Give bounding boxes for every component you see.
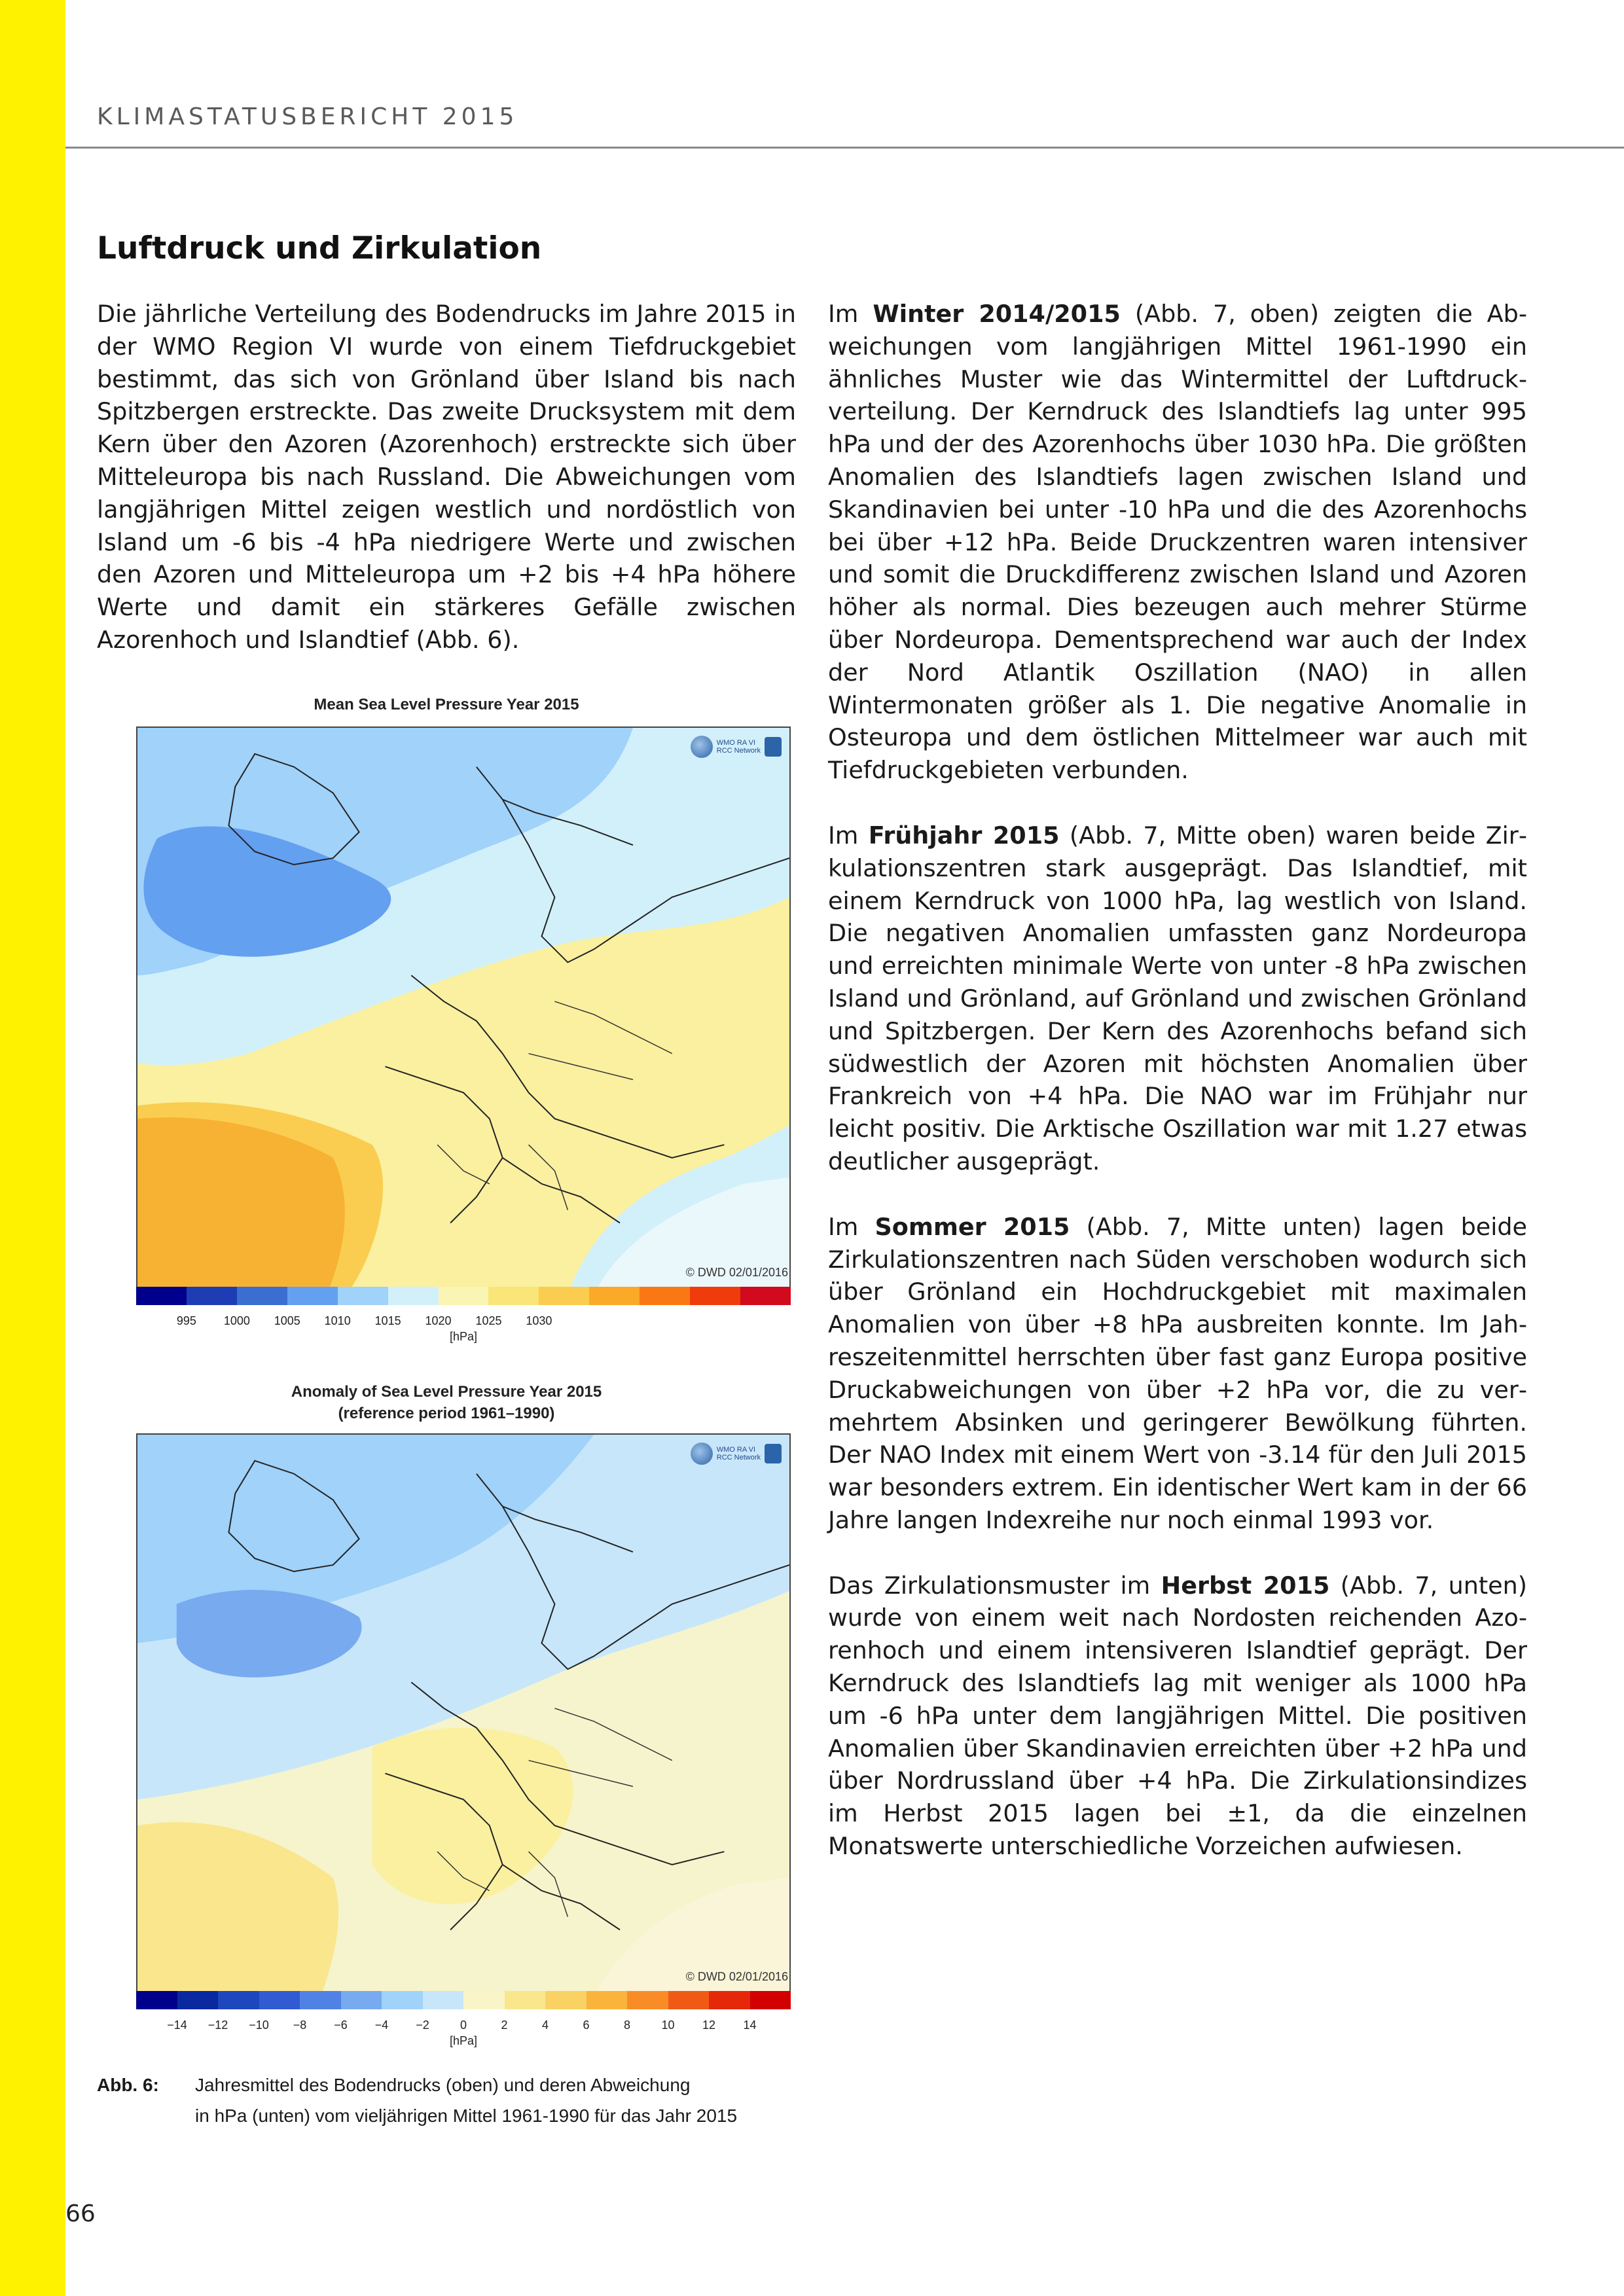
anomaly-colorbar-tick: −4 [374, 2018, 389, 2032]
anomaly-map [136, 1433, 791, 2000]
anomaly-colorbar-tick: −6 [334, 2018, 348, 2032]
anomaly-colorbar-segment [668, 1991, 710, 2009]
mslp-colorbar [136, 1287, 791, 1305]
anomaly-colorbar-segment [136, 1991, 177, 2009]
logo-mark-icon [765, 1444, 782, 1463]
mslp-unit: [hPa] [449, 1330, 478, 1343]
anomaly-colorbar-tick: 0 [460, 2018, 467, 2032]
mslp-colorbar-tick: 995 [176, 1314, 196, 1327]
logo-text-main: WMO RA VI [716, 1446, 756, 1454]
wmo-logo [691, 736, 782, 758]
mslp-colorbar-segment [237, 1287, 287, 1305]
figure-anomaly-title-1: Anomaly of Sea Level Pressure Year 2015 [291, 1383, 602, 1401]
paragraph-autumn: Das Zirkulationsmuster im Herbst 2015 (Abb. 7, unten) wurde von einem weit nach Nordosten reichenden Azorenhoch und einem intensiveren Islandtief geprägt. Der Kerndruck des Islandtiefs lag mit weniger als 1000 hPa um -6 hPa unter dem langjährigen Mittel. Die positiven Anomalien über Skandinavien erreichten über +2 hPa und über Nordrussland über +4 hPa. Die Zirkulationsindizes im Herbst 2015 lagen bei ±1, da die einzelnen Monatswerte unterschiedliche Vorzeichen aufwiesen. [828, 1571, 1527, 1861]
header-rule [65, 147, 1624, 149]
logo-text-main: WMO RA VI [716, 739, 756, 747]
figure-anomaly [97, 1381, 796, 2049]
paragraph-winter: Im Winter 2014/2015 (Abb. 7, oben) zeigten die Abweichungen vom langjährigen Mittel 1961-1990 ein ähnliches Muster wie das Wintermittel der Luftdruckverteilung. Der Kerndruck des Islandtiefs lag unter 995 hPa und der des Azorenhochs über 1030 hPa. Die größten Anomalien des Islandtiefs lagen zwischen Island und Skandinavien bei unter -10 hPa und die des Azorenhochs bei über +12 hPa. Beide Druckzentren waren intensiver und somit die Druckdifferenz zwischen Island und Azoren höher als normal. Dies bezeugen auch mehrer Stürme über Nordeuropa. Dementsprechend war auch der Index der Nord Atlantik Oszillation (NAO) in allen Wintermonaten größer als 1. Die negative Anomalie in Osteuropa und dem östlichen Mittelmeer war auch mit Tiefdruckgebieten verbunden. [828, 300, 1527, 785]
anomaly-colorbar-tick: −2 [416, 2018, 429, 2032]
anomaly-colorbar-segment [586, 1991, 628, 2009]
side-color-band [0, 0, 65, 2296]
wmo-logo-anomaly [691, 1443, 782, 1465]
mslp-colorbar-segment [640, 1287, 690, 1305]
mslp-colorbar-segment [187, 1287, 237, 1305]
anomaly-colorbar-segment [545, 1991, 586, 2009]
anomaly-colorbar-tick: 2 [501, 2018, 508, 2032]
paragraph-spring: Im Frühjahr 2015 (Abb. 7, Mitte oben) waren beide Zirkulationszentren stark ausgeprägt. Das Islandtief, mit einem Kerndruck von 1000 hPa, lag westlich von Island. Die negativen Anomalien umfassten ganz Nordeuropa und erreichten minimale Werte von unter -8 hPa zwischen Island und Grönland, auf Grönland und zwischen Grönland und Spitzbergen. Der Kern des Azorenhochs befand sich südwestlich der Azoren mit höchsten Anomalien über Frankreich von +4 hPa. Die NAO war im Frühjahr nur leicht positiv. Die Arktische Oszillation war mit 1.27 etwas deutlicher ausgeprägt. [828, 821, 1527, 1175]
anomaly-colorbar-segment [259, 1991, 300, 2009]
figure-mslp-title: Mean Sea Level Pressure Year 2015 [314, 696, 579, 713]
mslp-colorbar-tick: 1020 [425, 1314, 452, 1327]
anomaly-colorbar-tick: 14 [743, 2018, 757, 2032]
anomaly-colorbar-tick: 12 [702, 2018, 716, 2032]
anomaly-colorbar [136, 1991, 791, 2009]
mslp-colorbar-segment [136, 1287, 187, 1305]
anomaly-colorbar-tick: 8 [623, 2018, 631, 2032]
anomaly-copyright: © DWD 02/01/2016 [685, 1970, 788, 1983]
globe-icon [691, 1443, 713, 1465]
mslp-colorbar-tick: 1025 [475, 1314, 502, 1327]
logo-text-sub: RCC Network [716, 747, 761, 755]
anomaly-colorbar-segment [709, 1991, 750, 2009]
figure-mslp [97, 694, 796, 1342]
globe-icon [691, 736, 713, 758]
left-column [97, 298, 796, 689]
anomaly-colorbar-tick: −10 [249, 2018, 269, 2032]
anomaly-map-image [137, 1435, 789, 1999]
mslp-colorbar-tick: 1000 [223, 1314, 250, 1327]
anomaly-colorbar-tick: 6 [583, 2018, 590, 2032]
anomaly-colorbar-segment [750, 1991, 791, 2009]
intro-paragraph: Die jährliche Verteilung des Bodendrucks im Jahre 2015 in der WMO Region VI wurde von einem Tiefdruckgebiet bestimmt, das sich von Grönland über Island bis nach Spitzbergen erstreckte. Das zweite Drucksystem mit dem Kern über den Azoren (Azorenhoch) erstreckte sich über Mitteleuropa bis nach Russland. Die Abweichungen vom langjährigen Mittel zeigen westlich und nordöstlich von Island um -6 bis -4 hPa niedrigere Werte und zwischen den Azoren und Mitteleuropa um +2 bis +4 hPa höhere Werte und damit ein stärkeres Gefälle zwischen Azorenhoch und Islandtief (Abb. 6). [97, 300, 796, 654]
section-title: Luftdruck und Zirkulation [97, 230, 542, 266]
mslp-colorbar-tick: 1010 [324, 1314, 351, 1327]
mslp-colorbar-segment [488, 1287, 539, 1305]
anomaly-colorbar-segment [505, 1991, 546, 2009]
mslp-colorbar-segment [388, 1287, 439, 1305]
mslp-colorbar-tick: 1030 [526, 1314, 552, 1327]
anomaly-colorbar-tick: −8 [293, 2018, 307, 2032]
anomaly-colorbar-segment [341, 1991, 382, 2009]
mslp-map-image [137, 728, 789, 1295]
anomaly-colorbar-tick: −12 [208, 2018, 228, 2032]
running-head: KLIMASTATUSBERICHT 2015 [97, 103, 518, 130]
mslp-colorbar-segment [539, 1287, 589, 1305]
mslp-colorbar-segment [338, 1287, 388, 1305]
mslp-colorbar-segment [740, 1287, 791, 1305]
caption-line-1: Jahresmittel des Bodendrucks (oben) und deren Abweichung [195, 2075, 691, 2095]
mslp-colorbar-tick: 1015 [374, 1314, 401, 1327]
right-column [828, 298, 1527, 1895]
mslp-colorbar-segment [439, 1287, 489, 1305]
page-number: 66 [65, 2200, 96, 2227]
anomaly-colorbar-tick: 10 [661, 2018, 675, 2032]
caption-line-2: in hPa (unten) vom vieljährigen Mittel 1961-1990 für das Jahr 2015 [195, 2106, 738, 2126]
mslp-colorbar-segment [690, 1287, 740, 1305]
anomaly-colorbar-segment [423, 1991, 464, 2009]
figure-caption [97, 2070, 817, 2131]
caption-label: Abb. 6: [97, 2075, 159, 2095]
anomaly-colorbar-tick: −14 [167, 2018, 187, 2032]
anomaly-colorbar-segment [300, 1991, 341, 2009]
mslp-colorbar-tick: 1005 [274, 1314, 300, 1327]
anomaly-colorbar-segment [463, 1991, 505, 2009]
mslp-map [136, 726, 791, 1296]
paragraph-summer: Im Sommer 2015 (Abb. 7, Mitte unten) lagen beide Zirkulationszentren nach Süden verschoben wodurch sich über Grönland ein Hochdruckgebiet mit maximalen Anomalien von über +8 hPa ausbreiten konnte. Im Jahreszeitenmittel herrschten über fast ganz Europa positive Druckabweichungen von über +2 hPa vor, die zu vermehrtem Absinken und geringerer Bewölkung führten. Der NAO Index mit einem Wert von -3.14 für den Juli 2015 war besonders extrem. Ein identischer Wert kam in der 66 Jahre langen Indexreihe nur noch einmal 1993 vor. [828, 1212, 1527, 1534]
logo-text-sub: RCC Network [716, 1454, 761, 1462]
figure-anomaly-title-2: (reference period 1961–1990) [338, 1405, 555, 1422]
anomaly-colorbar-segment [218, 1991, 259, 2009]
anomaly-colorbar-segment [627, 1991, 668, 2009]
mslp-copyright: © DWD 02/01/2016 [685, 1266, 788, 1279]
logo-mark-icon [765, 737, 782, 757]
anomaly-colorbar-tick: 4 [541, 2018, 549, 2032]
anomaly-unit: [hPa] [449, 2034, 478, 2047]
mslp-colorbar-segment [287, 1287, 338, 1305]
anomaly-colorbar-segment [177, 1991, 219, 2009]
anomaly-colorbar-segment [382, 1991, 423, 2009]
mslp-colorbar-segment [589, 1287, 640, 1305]
